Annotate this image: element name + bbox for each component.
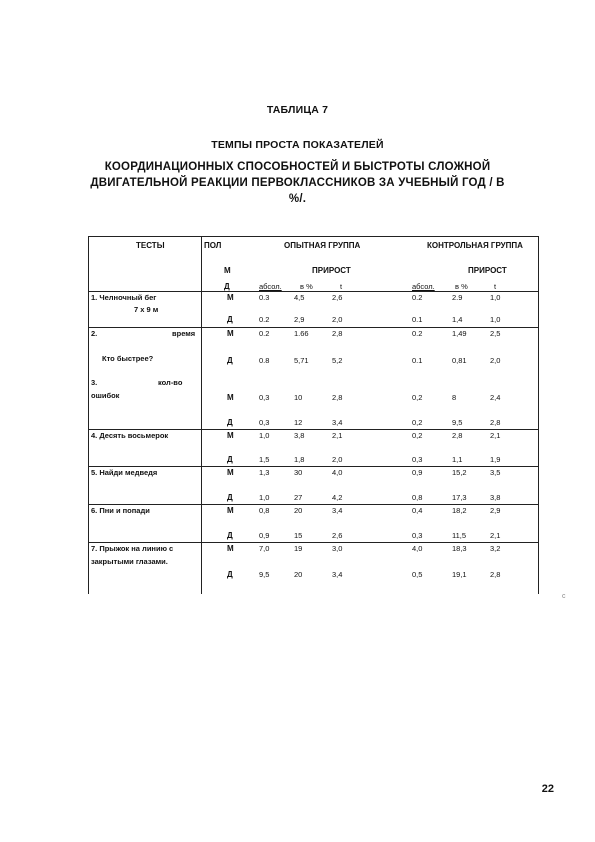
value-cell: 3,4 (332, 506, 343, 515)
test-label: 3. (91, 378, 98, 387)
header-t-ctrl: t (494, 282, 497, 291)
value-cell: 15,2 (452, 468, 467, 477)
value-cell: 11,5 (452, 531, 467, 540)
table-top-rule (88, 236, 539, 237)
value-cell: 4,5 (294, 293, 305, 302)
sex-cell: М (227, 468, 234, 477)
value-cell: 10 (294, 393, 303, 402)
row-rule-3 (88, 429, 539, 430)
sex-cell: Д (227, 531, 233, 540)
row-rule-1 (88, 327, 539, 328)
value-cell: 0.2 (259, 329, 270, 338)
header-tests: ТЕСТЫ (136, 241, 165, 250)
table-title-line-4: %/. (288, 193, 307, 205)
value-cell: 2,8 (490, 418, 501, 427)
value-cell: 0,3 (412, 455, 423, 464)
value-cell: 2,5 (490, 329, 501, 338)
value-cell: 1,1 (452, 455, 463, 464)
sex-cell: Д (227, 570, 233, 579)
value-cell: 0.1 (412, 315, 423, 324)
value-cell: 3,8 (294, 431, 305, 440)
header-t-exp: t (340, 282, 343, 291)
value-cell: 2.9 (452, 293, 463, 302)
value-cell: 9,5 (259, 570, 270, 579)
value-cell: 1,0 (490, 315, 501, 324)
value-cell: 1,3 (259, 468, 270, 477)
value-cell: 0.2 (259, 315, 270, 324)
value-cell: 2,9 (294, 315, 305, 324)
value-cell: 0,81 (452, 356, 467, 365)
header-sex-m: М (224, 266, 231, 275)
value-cell: 3,4 (332, 418, 343, 427)
value-cell: 5,71 (294, 356, 309, 365)
value-cell: 0,4 (412, 506, 423, 515)
value-cell: 0,2 (412, 393, 423, 402)
value-cell: 1,4 (452, 315, 463, 324)
column-rule-sex (201, 236, 202, 594)
value-cell: 2,1 (490, 431, 501, 440)
row-rule-4 (88, 466, 539, 467)
sex-cell: М (227, 293, 234, 302)
value-cell: 0,2 (412, 431, 423, 440)
value-cell: 12 (294, 418, 303, 427)
value-cell: 0,9 (412, 468, 423, 477)
value-cell: 0,8 (412, 493, 423, 502)
value-cell: 0.2 (412, 293, 423, 302)
value-cell: 0,3 (412, 531, 423, 540)
value-cell: 1,0 (490, 293, 501, 302)
test-label: закрытыми глазами. (91, 557, 168, 566)
value-cell: 2,6 (332, 531, 343, 540)
test-label: 4. Десять восьмерок (91, 431, 169, 440)
table-title-line-2: КООРДИНАЦИОННЫХ СПОСОБНОСТЕЙ И БЫСТРОТЫ СЛОЖНОЙ (104, 161, 491, 173)
test-label: 2. (91, 329, 98, 338)
value-cell: 18,3 (452, 544, 467, 553)
sex-cell: М (227, 431, 234, 440)
header-gain-ctrl: ПРИРОСТ (468, 266, 507, 275)
value-cell: 0.3 (259, 293, 270, 302)
value-cell: 0,5 (412, 570, 423, 579)
value-cell: 1,5 (259, 455, 270, 464)
value-cell: 1,8 (294, 455, 305, 464)
value-cell: 9,5 (452, 418, 463, 427)
test-label: ошибок (91, 391, 120, 400)
test-label: кол-во (158, 378, 183, 387)
header-pct-ctrl: в % (455, 282, 468, 291)
sex-cell: Д (227, 315, 233, 324)
header-experimental-group: ОПЫТНАЯ ГРУППА (284, 241, 361, 250)
test-label: 5. Найди медведя (91, 468, 158, 477)
value-cell: 2,1 (490, 531, 501, 540)
value-cell: 4,0 (412, 544, 423, 553)
value-cell: 0,9 (259, 531, 270, 540)
value-cell: 1.66 (294, 329, 309, 338)
sex-cell: Д (227, 493, 233, 502)
value-cell: 15 (294, 531, 303, 540)
value-cell: 0,8 (259, 506, 270, 515)
value-cell: 2,0 (332, 455, 343, 464)
value-cell: 2,8 (452, 431, 463, 440)
header-pct-exp: в % (300, 282, 313, 291)
header-abs-ctrl: абсол. (412, 282, 435, 291)
value-cell: 3,5 (490, 468, 501, 477)
test-label: 6. Пни и попади (91, 506, 150, 515)
value-cell: 0,3 (259, 393, 270, 402)
value-cell: 20 (294, 506, 303, 515)
value-cell: 2,6 (332, 293, 343, 302)
value-cell: 4,2 (332, 493, 343, 502)
value-cell: 20 (294, 570, 303, 579)
column-rule-right (538, 236, 539, 594)
value-cell: 4,0 (332, 468, 343, 477)
value-cell: 3,8 (490, 493, 501, 502)
sex-cell: М (227, 393, 234, 402)
value-cell: 2,8 (332, 393, 343, 402)
value-cell: 19 (294, 544, 303, 553)
value-cell: 1,9 (490, 455, 501, 464)
test-label: 1. Челночный бег (91, 293, 157, 302)
sex-cell: Д (227, 418, 233, 427)
value-cell: 27 (294, 493, 303, 502)
value-cell: 0,2 (412, 418, 423, 427)
sex-cell: Д (227, 356, 233, 365)
table-number: ТАБЛИЦА 7 (266, 104, 329, 116)
value-cell: 0.1 (412, 356, 423, 365)
header-bottom-rule (88, 291, 539, 292)
value-cell: 3,2 (490, 544, 501, 553)
value-cell: 3,4 (332, 570, 343, 579)
test-label: 7 х 9 м (134, 305, 159, 314)
value-cell: 18,2 (452, 506, 467, 515)
table-title-line-3: ДВИГАТЕЛЬНОЙ РЕАКЦИИ ПЕРВОКЛАССНИКОВ ЗА УЧЕБНЫЙ ГОД / В (90, 177, 505, 189)
header-abs-exp: абсол. (259, 282, 282, 291)
value-cell: 3,0 (332, 544, 343, 553)
row-rule-6 (88, 542, 539, 543)
corner-mark: с (562, 593, 566, 600)
value-cell: 19,1 (452, 570, 467, 579)
value-cell: 2,8 (490, 570, 501, 579)
value-cell: 5,2 (332, 356, 343, 365)
data-table (88, 236, 539, 594)
sex-cell: М (227, 544, 234, 553)
column-rule-left (88, 236, 89, 594)
sex-cell: М (227, 506, 234, 515)
header-control-group: КОНТРОЛЬНАЯ ГРУППА (427, 241, 523, 250)
test-label: Кто быстрее? (102, 354, 154, 363)
header-gain-exp: ПРИРОСТ (312, 266, 351, 275)
value-cell: 0.2 (412, 329, 423, 338)
header-sex-d: Д (224, 282, 230, 291)
value-cell: 0.8 (259, 356, 270, 365)
sex-cell: Д (227, 455, 233, 464)
value-cell: 2,8 (332, 329, 343, 338)
value-cell: 8 (452, 393, 457, 402)
value-cell: 30 (294, 468, 303, 477)
value-cell: 0,3 (259, 418, 270, 427)
value-cell: 2,0 (332, 315, 343, 324)
value-cell: 17,3 (452, 493, 467, 502)
value-cell: 1,0 (259, 493, 270, 502)
row-rule-5 (88, 504, 539, 505)
test-label: время (172, 329, 196, 338)
value-cell: 1,49 (452, 329, 467, 338)
value-cell: 2,1 (332, 431, 343, 440)
sex-cell: М (227, 329, 234, 338)
value-cell: 7,0 (259, 544, 270, 553)
value-cell: 2,4 (490, 393, 501, 402)
value-cell: 1,0 (259, 431, 270, 440)
header-sex: ПОЛ (204, 241, 222, 250)
page-number: 22 (541, 783, 554, 795)
value-cell: 2,0 (490, 356, 501, 365)
table-title-line-1: ТЕМПЫ ПРОСТА ПОКАЗАТЕЛЕЙ (211, 139, 384, 151)
value-cell: 2,9 (490, 506, 501, 515)
test-label: 7. Прыжок на линию с (91, 544, 174, 553)
